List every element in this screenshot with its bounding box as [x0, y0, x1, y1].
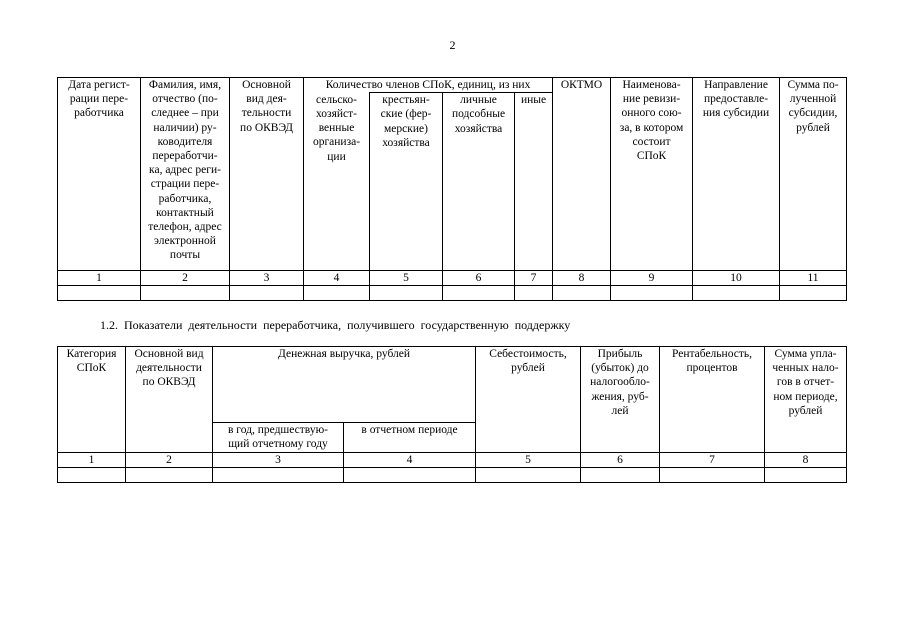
- header-cost: Себестоимость, рублей: [476, 347, 581, 453]
- header-revenue-group: Денежная выручка, рублей: [213, 347, 476, 423]
- header-oktmo: ОКТМО: [553, 78, 611, 271]
- col-num: 9: [611, 271, 693, 286]
- header-taxes: Сумма упла- ченных нало- гов в отчет- ном периоде, рублей: [765, 347, 847, 453]
- header-profit: Прибыль (убыток) до налогообло- жения, руб- лей: [581, 347, 660, 453]
- page-number: 2: [449, 38, 456, 52]
- column-numbers-row: [58, 271, 847, 286]
- header-okved: Основной вид деятельности по ОКВЭД: [126, 347, 213, 453]
- col-num: 1: [58, 453, 126, 468]
- col-num: 2: [126, 453, 213, 468]
- header-report-period: в отчетном периоде: [344, 423, 476, 453]
- col-num: 5: [476, 453, 581, 468]
- header-prev-year: в год, предшествую- щий отчетному году: [213, 423, 344, 453]
- header-union: Наименова- ние ревизи- онного сою- за, в котором состоит СПоК: [611, 78, 693, 271]
- section-title: 1.2. Показатели деятельности переработчика, получившего государственную поддержку: [100, 318, 571, 332]
- col-num: 6: [443, 271, 515, 286]
- col-num: 11: [780, 271, 847, 286]
- header-agri-org: сельско- хозяйст- венные организа- ции: [304, 93, 370, 271]
- header-members-group: Количество членов СПоК, единиц, из них: [304, 78, 553, 93]
- empty-data-row: [58, 468, 847, 483]
- header-personal-plots: личные подсобные хозяйства: [443, 93, 515, 271]
- col-num: 7: [515, 271, 553, 286]
- header-other: иные: [515, 93, 553, 271]
- col-num: 6: [581, 453, 660, 468]
- col-num: 4: [344, 453, 476, 468]
- column-numbers-row: [58, 453, 847, 468]
- col-num: 1: [58, 271, 141, 286]
- col-num: 7: [660, 453, 765, 468]
- header-category: Категория СПоК: [58, 347, 126, 453]
- header-reg-date: Дата регист- рации пере- работчика: [58, 78, 141, 271]
- header-fio: Фамилия, имя, отчество (по- следнее – при наличии) ру- ководителя переработчи- ка, адрес реги- страции пере- работчика, контактный телефон, адрес электронной почты: [141, 78, 230, 271]
- header-farms: крестьян- ские (фер- мерские) хозяйства: [370, 93, 443, 271]
- empty-data-row: [58, 286, 847, 301]
- col-num: 3: [230, 271, 304, 286]
- col-num: 2: [141, 271, 230, 286]
- col-num: 8: [765, 453, 847, 468]
- header-subsidy-direction: Направление предоставле- ния субсидии: [693, 78, 780, 271]
- header-subsidy-sum: Сумма по- лученной субсидии, рублей: [780, 78, 847, 271]
- col-num: 10: [693, 271, 780, 286]
- col-num: 3: [213, 453, 344, 468]
- performance-table: [57, 346, 847, 483]
- header-profitability: Рентабельность, процентов: [660, 347, 765, 453]
- col-num: 8: [553, 271, 611, 286]
- col-num: 5: [370, 271, 443, 286]
- header-okved: Основной вид дея- тельности по ОКВЭД: [230, 78, 304, 271]
- col-num: 4: [304, 271, 370, 286]
- processor-info-table: [57, 77, 847, 301]
